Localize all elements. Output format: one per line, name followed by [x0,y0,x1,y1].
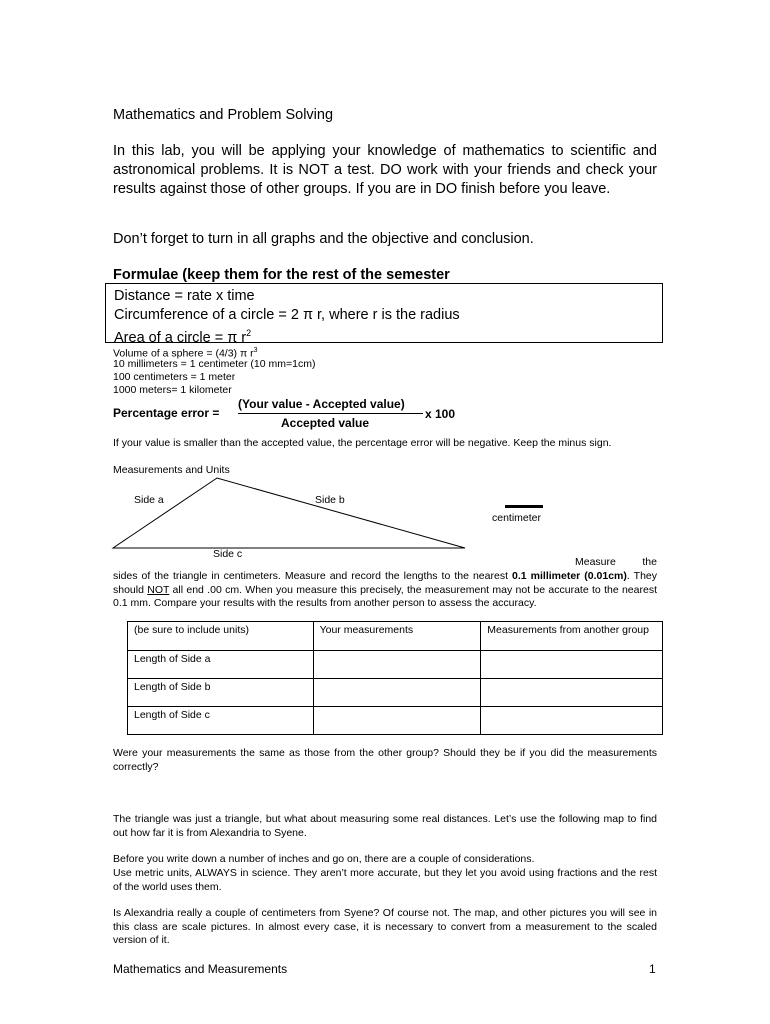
table-header: Your measurements [313,622,481,651]
km-conversion: 1000 meters= 1 kilometer [113,384,232,396]
circumference-formula: Circumference of a circle = 2 π r, where r is the radius [114,307,460,323]
your-measurement-cell[interactable] [313,679,481,707]
centimeter-scale-bar [505,505,543,508]
percent-error-denominator: Accepted value [281,416,370,430]
other-group-cell[interactable] [481,679,663,707]
area-exponent: 2 [246,328,252,338]
measurements-heading: Measurements and Units [113,464,230,476]
table-header: (be sure to include units) [128,622,314,651]
row-label: Length of Side a [128,651,314,679]
instr-bold: 0.1 millimeter (0.01cm) [512,570,627,582]
table-row [128,651,663,679]
mm-conversion: 10 millimeters = 1 centimeter (10 mm=1cm) [113,358,316,370]
map-intro-paragraph: The triangle was just a triangle, but what about measuring some real distances. Let’s use the following map to find out how far it is from Alexandria to Syene. [113,813,657,839]
intro-paragraph: In this lab, you will be applying your knowledge of mathematics to scientific and astronomical problems. It is NOT a test. DO work with your friends and check your results against those of other groups. If you are in DO finish before you leave. [113,143,657,197]
measurements-table [127,621,663,735]
area-formula-text: Area of a circle = π r [114,329,247,346]
formulae-box [105,283,663,346]
triangle-diagram [108,474,473,554]
cm-conversion: 100 centimeters = 1 meter [113,371,236,383]
sphere-formula-text: Volume of a sphere = (4/3) π r [113,347,254,360]
instr-part3: all end .00 cm. When you measure this precisely, the measurement may not be accurate to the nearest 0.1 mm. Compare your results with the results from another person to assess the accuracy. [113,583,657,609]
distance-formula: Distance = rate x time [114,288,255,304]
table-header-row [128,622,663,651]
considerations-line: Before you write down a number of inches and go on, there are a couple of considerations. [113,853,535,865]
side-b-label: Side b [315,494,345,506]
table-row [128,679,663,707]
question-paragraph: Were your measurements the same as those from the other group? Should they be if you did the measurements correctly? [113,747,657,773]
formulae-heading: Formulae (keep them for the rest of the semester [113,267,450,283]
percent-error-multiplier: x 100 [425,407,456,421]
your-measurement-cell[interactable] [313,651,481,679]
scale-paragraph: Is Alexandria really a couple of centimeters from Syene? Of course not. The map, and other pictures you will see in this class are scale pictures. In almost every case, it is necessary to convert from a measurement to the scaled version of it. [113,907,657,946]
centimeter-label: centimeter [492,512,542,524]
measure-lead: Measure the [575,556,657,568]
row-label: Length of Side b [128,679,314,707]
triangle-shape [113,478,465,548]
instr-part2: . They should [113,570,658,596]
your-measurement-cell[interactable] [313,707,481,735]
sphere-exponent: 3 [253,347,258,354]
side-a-label: Side a [134,494,164,506]
other-group-cell[interactable] [481,651,663,679]
fraction-bar [238,413,423,414]
footer-title: Mathematics and Measurements [113,962,288,976]
percent-error-label: Percentage error = [113,406,220,420]
table-row [128,707,663,735]
percent-error-note: If your value is smaller than the accepted value, the percentage error will be negative. Keep the minus sign. [113,437,612,449]
row-label: Length of Side c [128,707,314,735]
metric-paragraph: Use metric units, ALWAYS in science. They aren’t more accurate, but they let you avoid using fractions and the rest of the world uses them. [113,867,657,893]
table-header: Measurements from another group [481,622,663,651]
percent-error-numerator: (Your value - Accepted value) [238,397,405,411]
measure-instructions [113,570,657,611]
page-title: Mathematics and Problem Solving [113,107,334,123]
instr-part1: sides of the triangle in centimeters. Measure and record the lengths to the nearest [113,570,513,582]
page-number: 1 [649,962,656,976]
instr-underline: NOT [147,583,170,596]
side-c-label: Side c [213,548,243,560]
other-group-cell[interactable] [481,707,663,735]
reminder-paragraph: Don’t forget to turn in all graphs and the objective and conclusion. [113,231,534,247]
